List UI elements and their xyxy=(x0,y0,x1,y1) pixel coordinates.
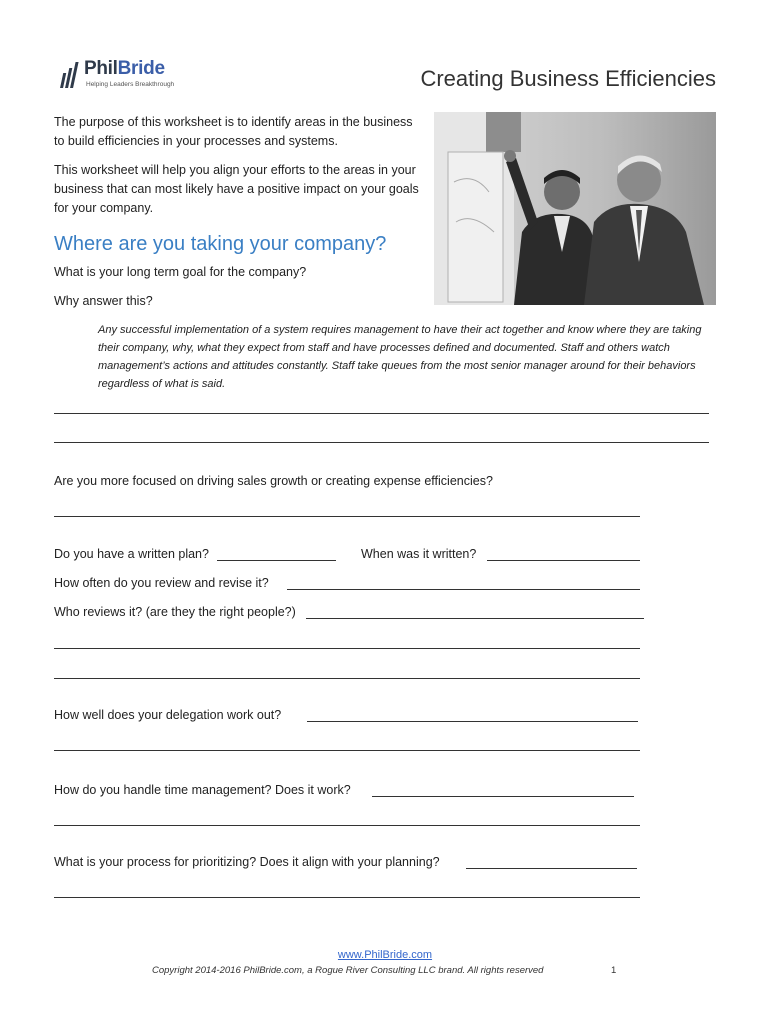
business-meeting-photo xyxy=(434,112,716,305)
question-time-management: How do you handle time management? Does it work? xyxy=(54,783,351,797)
page-number: 1 xyxy=(611,965,617,976)
answer-line[interactable] xyxy=(54,678,640,679)
delegation-answer-line[interactable] xyxy=(307,721,638,722)
answer-line[interactable] xyxy=(54,897,640,898)
review-often-answer-line[interactable] xyxy=(287,589,640,590)
question-prioritizing: What is your process for prioritizing? Does it align with your planning? xyxy=(54,855,440,869)
management-quote: Any successful implementation of a system requires management to have their act together and know where they are taking their company, why, what they expect from staff and have processes defined and documented. Staff and others watch management’s actions and attitudes constantly. Staff take queues from the most senior manager around for their behaviors regardless of what is said. xyxy=(98,324,702,390)
prioritizing-answer-line[interactable] xyxy=(466,868,637,869)
who-reviews-answer-line[interactable] xyxy=(306,618,644,619)
logo-tagline: Helping Leaders Breakthrough xyxy=(86,81,175,88)
time-management-answer-line[interactable] xyxy=(372,796,634,797)
written-plan-answer-line[interactable] xyxy=(217,560,336,561)
answer-line[interactable] xyxy=(54,442,709,443)
question-why-answer: Why answer this? xyxy=(54,294,153,308)
question-review-often: How often do you review and revise it? xyxy=(54,576,269,590)
answer-line[interactable] xyxy=(54,516,640,517)
answer-line[interactable] xyxy=(54,750,640,751)
document-title: Creating Business Efficiencies xyxy=(420,66,716,91)
answer-line[interactable] xyxy=(54,648,640,649)
question-delegation: How well does your delegation work out? xyxy=(54,708,282,722)
answer-line[interactable] xyxy=(54,825,640,826)
copyright-notice: Copyright 2014-2016 PhilBride.com, a Rogue River Consulting LLC brand. All rights reserved xyxy=(152,965,544,976)
question-written-plan: Do you have a written plan? xyxy=(54,547,209,561)
question-who-reviews: Who reviews it? (are they the right people?) xyxy=(54,605,296,619)
when-written-answer-line[interactable] xyxy=(487,560,640,561)
logo-wordmark: PhilBride xyxy=(84,58,165,79)
question-long-term-goal: What is your long term goal for the company? xyxy=(54,265,307,279)
section-heading: Where are you taking your company? xyxy=(54,233,387,255)
intro-paragraph-alignment: This worksheet will help you align your efforts to the areas in your business that can most likely have a positive impact on your goals for your company. xyxy=(54,163,419,215)
bar-chart-icon xyxy=(60,60,84,88)
answer-line[interactable] xyxy=(54,413,709,414)
website-link[interactable]: www.PhilBride.com xyxy=(337,949,433,961)
philbride-logo xyxy=(60,56,190,92)
question-sales-vs-expense: Are you more focused on driving sales growth or creating expense efficiencies? xyxy=(54,474,493,488)
question-when-written: When was it written? xyxy=(361,547,477,561)
intro-paragraph-purpose: The purpose of this worksheet is to identify areas in the business to build efficiencies in your processes and systems. xyxy=(54,115,413,148)
